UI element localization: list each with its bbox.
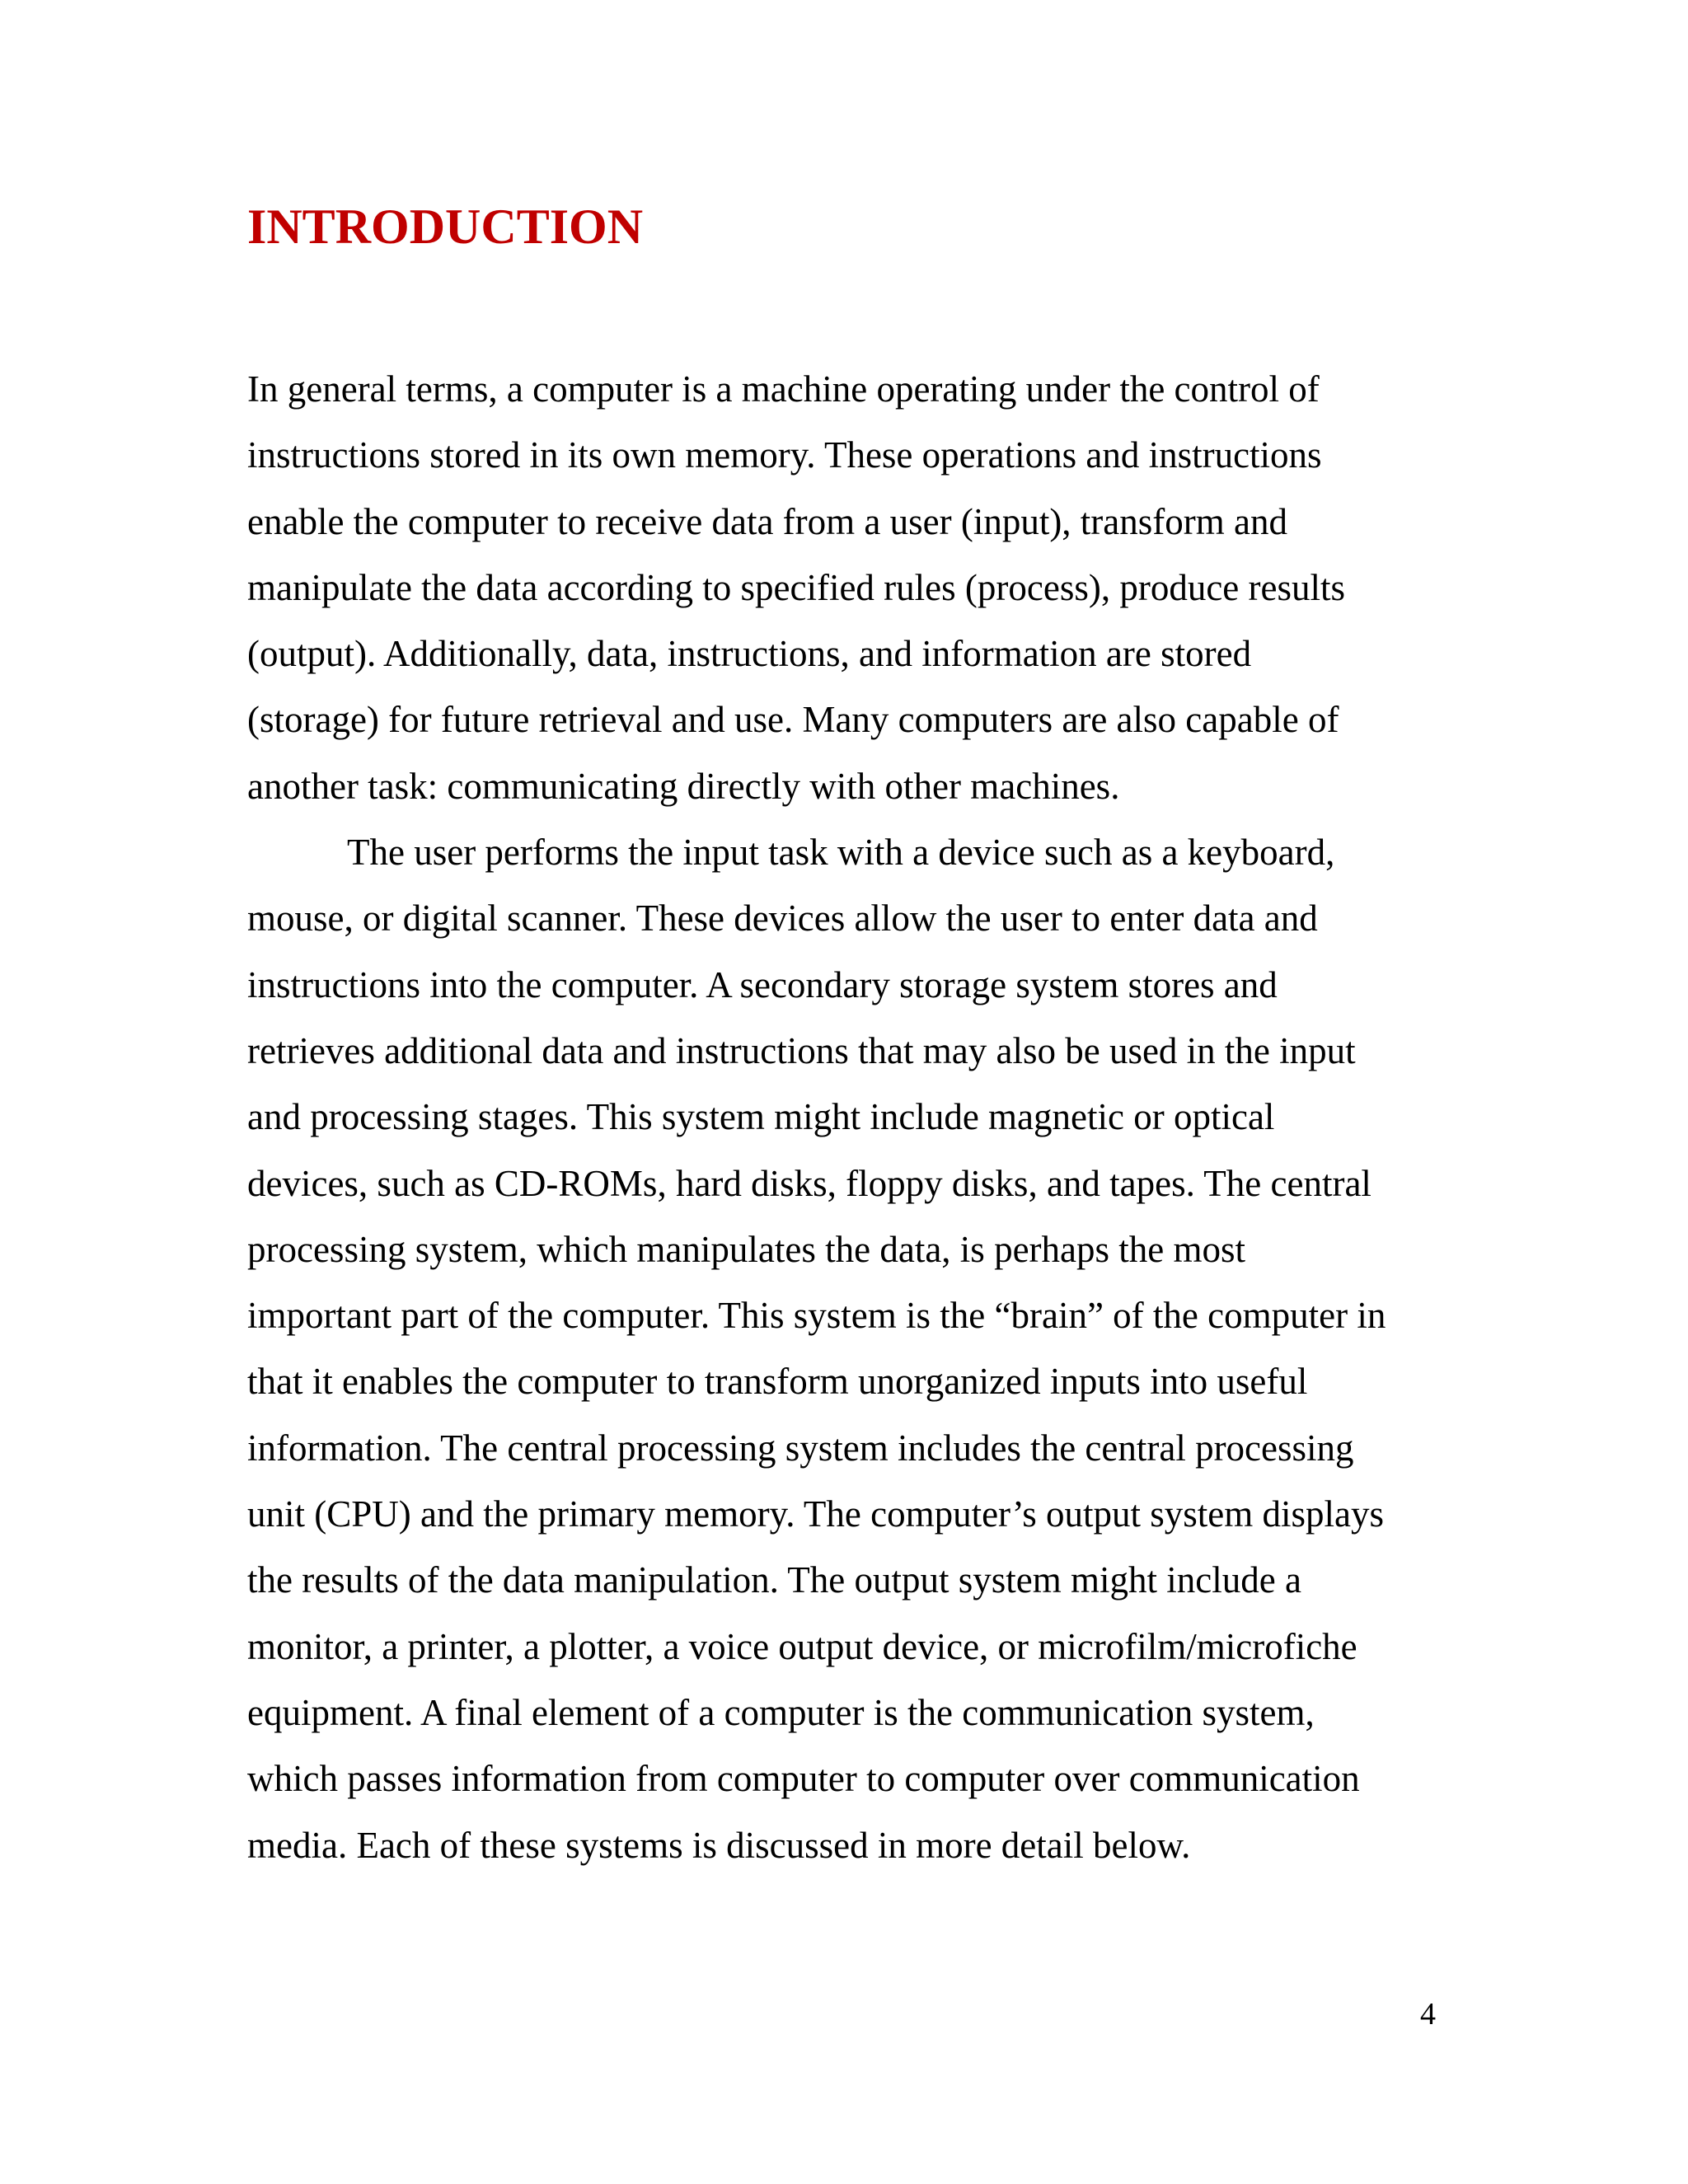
- text-line: equipment. A final element of a computer is the communication system,: [247, 1691, 1315, 1733]
- text-line: unit (CPU) and the primary memory. The computer’s output system displays: [247, 1493, 1384, 1535]
- text-line: the results of the data manipulation. The output system might include a: [247, 1559, 1301, 1601]
- text-line: processing system, which manipulates the data, is perhaps the most: [247, 1228, 1246, 1270]
- text-line: that it enables the computer to transform unorganized inputs into useful: [247, 1361, 1308, 1403]
- text-line: another task: communicating directly with other machines.: [247, 765, 1120, 807]
- text-line: retrieves additional data and instructions that may also be used in the input: [247, 1029, 1356, 1071]
- text-line: information. The central processing system includes the central processing: [247, 1427, 1354, 1469]
- text-line: monitor, a printer, a plotter, a voice output device, or microfilm/microfiche: [247, 1625, 1357, 1667]
- page-number: 4: [1420, 1997, 1436, 2032]
- text-line: (storage) for future retrieval and use. Many computers are also capable of: [247, 699, 1339, 741]
- text-line: The user performs the input task with a device such as a keyboard,: [347, 832, 1335, 874]
- text-line: manipulate the data according to specified rules (process), produce results: [247, 566, 1346, 608]
- page-title: INTRODUCTION: [247, 199, 644, 254]
- text-line: mouse, or digital scanner. These devices allow the user to enter data and: [247, 898, 1318, 940]
- text-line: instructions into the computer. A secondary storage system stores and: [247, 963, 1278, 1005]
- text-line: (output). Additionally, data, instructions, and information are stored: [247, 633, 1252, 675]
- body-text: [247, 356, 1436, 1878]
- text-line: which passes information from computer to computer over communication: [247, 1758, 1360, 1800]
- text-line: media. Each of these systems is discussed in more detail below.: [247, 1824, 1191, 1866]
- text-line: devices, such as CD-ROMs, hard disks, floppy disks, and tapes. The central: [247, 1162, 1372, 1204]
- text-line: instructions stored in its own memory. These operations and instructions: [247, 434, 1322, 476]
- text-line: In general terms, a computer is a machine operating under the control of: [247, 368, 1320, 410]
- text-line: important part of the computer. This system is the “brain” of the computer in: [247, 1295, 1386, 1337]
- text-line: and processing stages. This system might include magnetic or optical: [247, 1096, 1275, 1138]
- text-line: enable the computer to receive data from a user (input), transform and: [247, 500, 1287, 542]
